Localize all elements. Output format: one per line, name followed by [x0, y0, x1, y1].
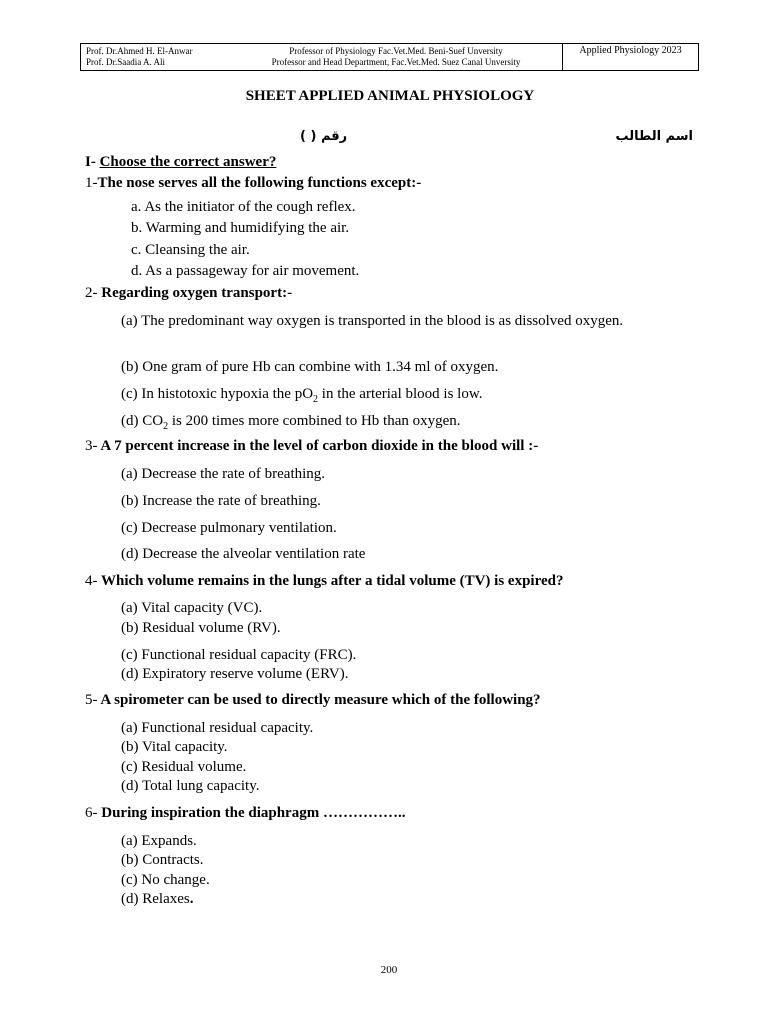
section-heading — [85, 154, 276, 171]
question-number: 2- — [85, 285, 98, 301]
question-4 — [85, 573, 564, 590]
option: (d) Relaxes. — [121, 891, 194, 907]
author-2: Prof. Dr.Saadia A. Ali — [86, 57, 165, 67]
option: (c) In histotoxic hypoxia the $pO_2$ in the arterial blood is low. — [121, 386, 483, 405]
student-name-label: اسم الطالب — [615, 129, 693, 144]
header-authors — [81, 44, 563, 70]
course-name: Applied Physiology 2023 — [579, 45, 682, 56]
question-number: 1- — [85, 175, 98, 191]
question-text: A spirometer can be used to directly measure which of the following? — [97, 692, 541, 708]
question-text: During inspiration the diaphragm …………….. — [97, 805, 406, 821]
option: (d) Total lung capacity. — [121, 778, 260, 794]
question-text: The nose serves all the following functions except:- — [97, 175, 422, 191]
question-number: 3- — [85, 438, 98, 454]
option: (a) Functional residual capacity. — [121, 720, 314, 736]
option: (a) Vital capacity (VC). — [121, 600, 263, 616]
question-5 — [85, 692, 541, 709]
student-number-label: ( ) رقم — [300, 129, 348, 144]
option: c. Cleansing the air. — [131, 242, 250, 258]
option: (a) Expands. — [121, 833, 197, 849]
option: (a) The predominant way oxygen is transported in the blood is as dissolved oxygen. — [121, 313, 624, 329]
option: b. Warming and humidifying the air. — [131, 220, 350, 236]
question-text: Regarding oxygen transport:- — [97, 285, 293, 301]
question-3 — [85, 438, 538, 455]
option: (c) No change. — [121, 872, 210, 888]
question-number: 4- — [85, 573, 98, 589]
option: (b) Increase the rate of breathing. — [121, 493, 321, 509]
option: (a) Decrease the rate of breathing. — [121, 466, 326, 482]
option: a. As the initiator of the cough reflex. — [131, 199, 356, 215]
option: (b) Residual volume (RV). — [121, 620, 281, 636]
option: (d) $CO_2$ is 200 times more combined to Hb than oxygen. — [121, 413, 461, 432]
question-number: 6- — [85, 805, 98, 821]
author-1-title: Professor of Physiology Fac.Vet.Med. Beni-Suef Unversity — [289, 46, 503, 56]
question-1 — [85, 175, 421, 192]
option: (d) Decrease the alveolar ventilation rate — [121, 546, 366, 562]
author-1: Prof. Dr.Ahmed H. El-Anwar — [86, 46, 193, 56]
question-number: 5- — [85, 692, 98, 708]
sheet-title: SHEET APPLIED ANIMAL PHYSIOLOGY — [245, 88, 535, 104]
option: (b) One gram of pure Hb can combine with 1.34 ml of oxygen. — [121, 359, 499, 375]
page-number: 200 — [380, 964, 398, 976]
option: (c) Decrease pulmonary ventilation. — [121, 520, 337, 536]
header-table — [80, 43, 699, 71]
option: (c) Functional residual capacity (FRC). — [121, 647, 357, 663]
question-text: A 7 percent increase in the level of carbon dioxide in the blood will :- — [97, 438, 539, 454]
option: (b) Contracts. — [121, 852, 204, 868]
section-title: Choose the correct answer? — [99, 154, 277, 170]
option: (c) Residual volume. — [121, 759, 247, 775]
question-2 — [85, 285, 292, 302]
option: (d) Expiratory reserve volume (ERV). — [121, 666, 349, 682]
question-6 — [85, 805, 405, 822]
option: (b) Vital capacity. — [121, 739, 228, 755]
section-roman: I- — [85, 154, 96, 170]
option: d. As a passageway for air movement. — [131, 263, 360, 279]
author-2-title: Professor and Head Department, Fac.Vet.Med. Suez Canal Unversity — [271, 57, 521, 67]
question-text: Which volume remains in the lungs after a tidal volume (TV) is expired? — [97, 573, 564, 589]
